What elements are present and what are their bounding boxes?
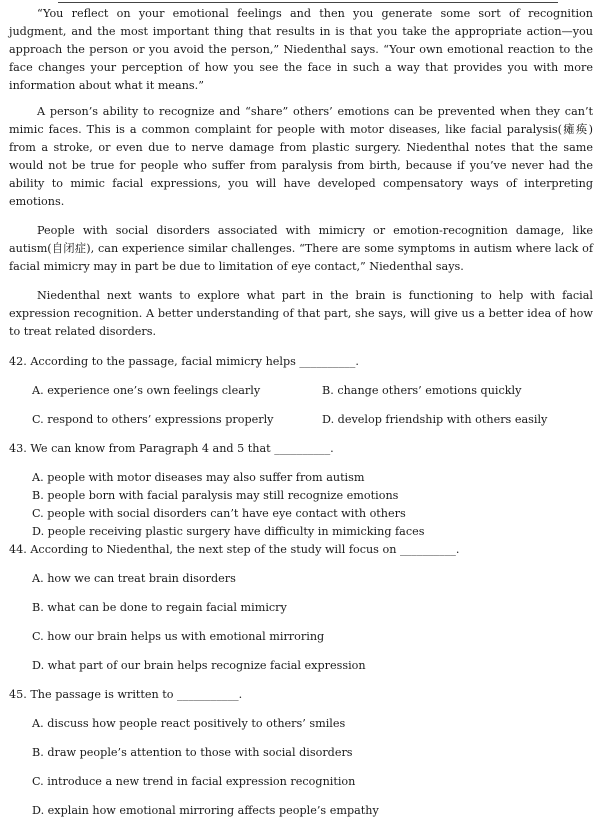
question-45-option-b[interactable]: B. draw people’s attention to those with social disorders (32, 746, 353, 759)
question-43-option-b[interactable]: B. people born with facial paralysis may still recognize emotions (32, 489, 399, 502)
question-43-option-d[interactable]: D. people receiving plastic surgery have difficulty in mimicking faces (32, 525, 425, 538)
question-45-option-d[interactable]: D. explain how emotional mirroring affects people’s empathy (32, 804, 379, 817)
question-45-option-c[interactable]: C. introduce a new trend in facial expression recognition (32, 775, 356, 788)
question-42-option-a[interactable]: A. experience one’s own feelings clearly (32, 384, 261, 397)
question-44-option-d[interactable]: D. what part of our brain helps recognize facial expression (32, 659, 366, 672)
question-44-option-b[interactable]: B. what can be done to regain facial mimicry (32, 601, 287, 614)
passage-paragraph-3: People with social disorders associated with mimicry or emotion-recognition damage, like autism(自闭症), can experience similar challenges. “There are some symptoms in autism where lack of facial mimicry may in part be due to limitation of eye contact,” Niedenthal says. (9, 224, 593, 273)
passage-paragraph-2: A person’s ability to recognize and “share” others’ emotions can be prevented when they can’t mimic faces. This is a common complaint for people with motor diseases, like facial paralysis(瘫痪) from a stroke, or even due to nerve damage from plastic surgery. Niedenthal notes that the same would not be true for people who suffer from paralysis from birth, because if you’ve never had the ability to mimic facial expressions, you will have developed compensatory ways of interpreting emotions. (9, 105, 593, 208)
question-42-stem: 42. According to the passage, facial mimicry helps __________. (9, 355, 359, 368)
question-44-option-c[interactable]: C. how our brain helps us with emotional mirroring (32, 630, 325, 643)
question-42-option-b[interactable]: B. change others’ emotions quickly (322, 384, 522, 397)
question-45-stem: 45. The passage is written to ___________. (9, 688, 243, 701)
question-42-option-d[interactable]: D. develop friendship with others easily (322, 413, 548, 426)
question-43-option-a[interactable]: A. people with motor diseases may also suffer from autism (32, 471, 365, 484)
question-44-stem: 44. According to Niedenthal, the next step of the study will focus on __________. (9, 543, 460, 556)
question-42-option-c[interactable]: C. respond to others’ expressions properly (32, 413, 274, 426)
question-45-option-a[interactable]: A. discuss how people react positively to others’ smiles (32, 717, 346, 730)
question-44-option-a[interactable]: A. how we can treat brain disorders (32, 572, 236, 585)
passage-paragraph-4: Niedenthal next wants to explore what part in the brain is functioning to help with facial expression recognition. A better understanding of that part, she says, will give us a better idea of how to treat related disorders. (9, 289, 593, 338)
question-43-option-c[interactable]: C. people with social disorders can’t have eye contact with others (32, 507, 406, 520)
question-43-stem: 43. We can know from Paragraph 4 and 5 that __________. (9, 442, 334, 455)
passage-paragraph-1: “You reflect on your emotional feelings and then you generate some sort of recognition judgment, and the most important thing that results in is that you take the appropriate action—you approach the person or you avoid the person,” Niedenthal says. “Your own emotional reaction to the face changes your perception of how you see the face in such a way that provides you with more information about what it means.” (9, 7, 593, 92)
top-rule (58, 2, 558, 3)
